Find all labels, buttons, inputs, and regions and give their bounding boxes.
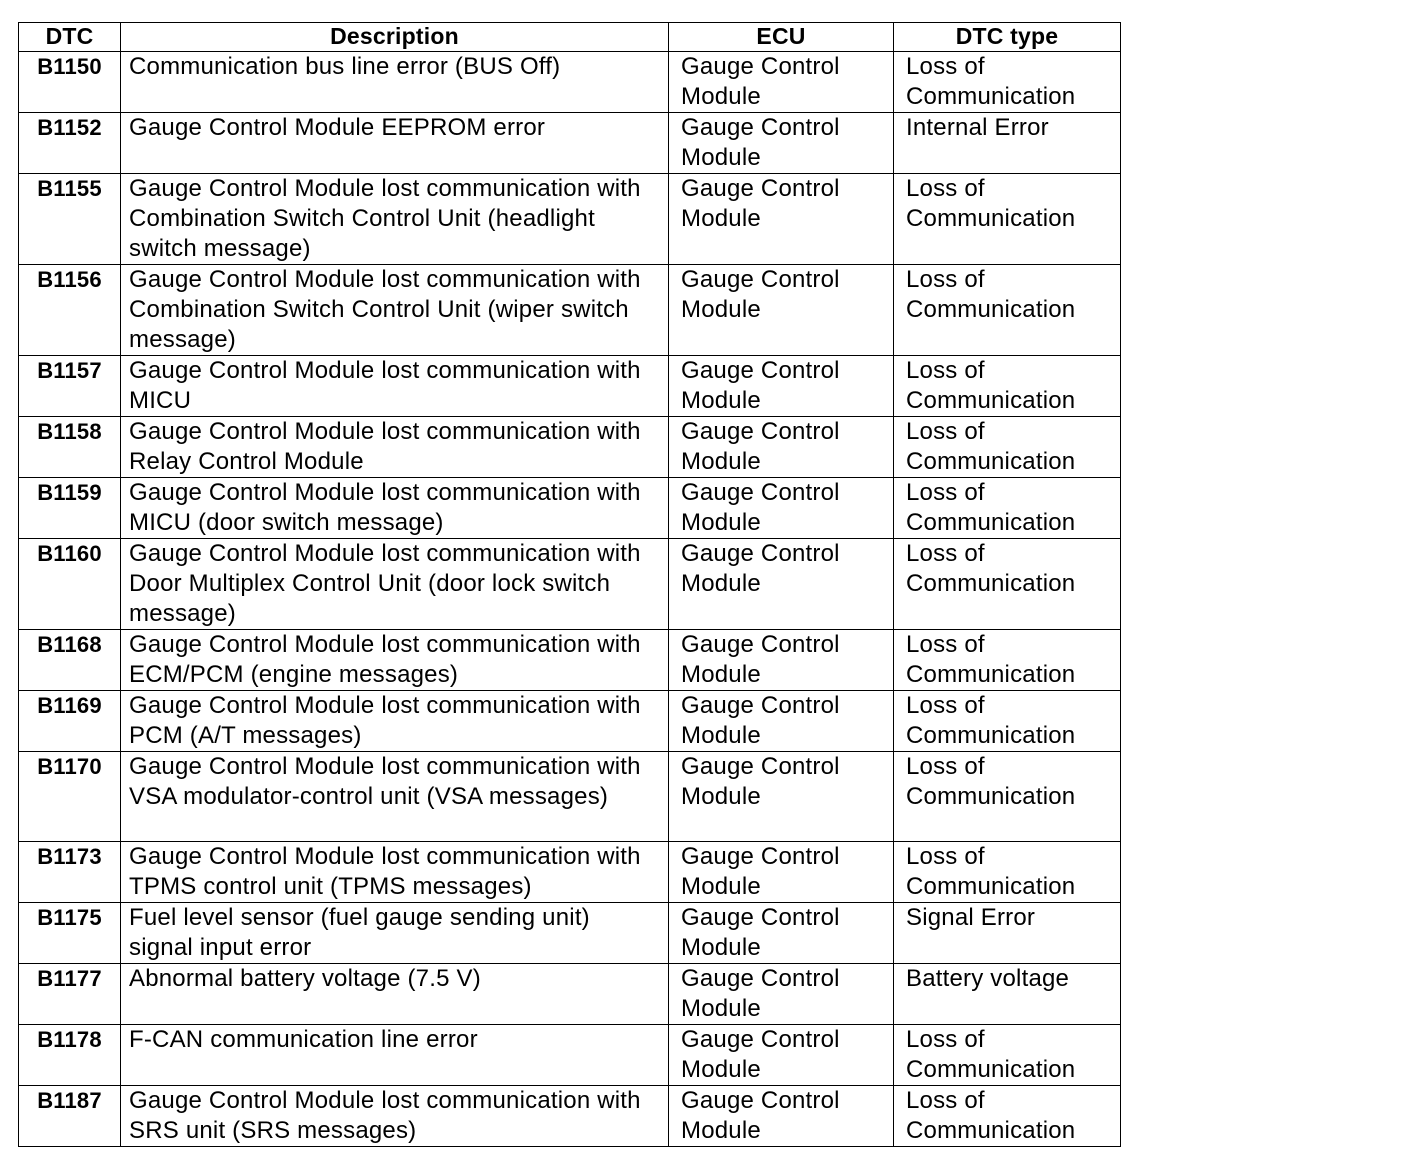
dtc-description: Gauge Control Module lost communication with PCM (A/T messages) — [121, 691, 669, 752]
dtc-ecu: Gauge Control Module — [669, 539, 894, 630]
dtc-description: Gauge Control Module lost communication with MICU — [121, 356, 669, 417]
dtc-type: Battery voltage — [894, 964, 1121, 1025]
table-row — [19, 903, 1121, 964]
dtc-type: Loss of Communication — [894, 52, 1121, 113]
header-ecu: ECU — [669, 23, 894, 52]
dtc-type: Loss of Communication — [894, 417, 1121, 478]
dtc-type: Loss of Communication — [894, 174, 1121, 265]
table-row — [19, 842, 1121, 903]
dtc-code: B1158 — [19, 417, 121, 478]
header-dtc: DTC — [19, 23, 121, 52]
table-row — [19, 752, 1121, 842]
dtc-ecu: Gauge Control Module — [669, 903, 894, 964]
dtc-type: Loss of Communication — [894, 356, 1121, 417]
dtc-code: B1175 — [19, 903, 121, 964]
dtc-ecu: Gauge Control Module — [669, 113, 894, 174]
table-row — [19, 417, 1121, 478]
dtc-description: Gauge Control Module lost communication with VSA modulator-control unit (VSA messages) — [121, 752, 669, 842]
table-row — [19, 478, 1121, 539]
dtc-ecu: Gauge Control Module — [669, 265, 894, 356]
dtc-code: B1177 — [19, 964, 121, 1025]
dtc-code: B1168 — [19, 630, 121, 691]
dtc-ecu: Gauge Control Module — [669, 174, 894, 265]
dtc-code: B1155 — [19, 174, 121, 265]
dtc-type: Loss of Communication — [894, 1025, 1121, 1086]
table-row — [19, 1025, 1121, 1086]
dtc-ecu: Gauge Control Module — [669, 1025, 894, 1086]
dtc-ecu: Gauge Control Module — [669, 478, 894, 539]
dtc-ecu: Gauge Control Module — [669, 417, 894, 478]
dtc-ecu: Gauge Control Module — [669, 691, 894, 752]
dtc-ecu: Gauge Control Module — [669, 630, 894, 691]
dtc-table — [18, 22, 1121, 1147]
dtc-type: Loss of Communication — [894, 265, 1121, 356]
dtc-code: B1170 — [19, 752, 121, 842]
dtc-code: B1187 — [19, 1086, 121, 1147]
dtc-code: B1150 — [19, 52, 121, 113]
table-row — [19, 630, 1121, 691]
dtc-code: B1157 — [19, 356, 121, 417]
dtc-description: Fuel level sensor (fuel gauge sending unit) signal input error — [121, 903, 669, 964]
dtc-description: Gauge Control Module lost communication with SRS unit (SRS messages) — [121, 1086, 669, 1147]
dtc-type: Signal Error — [894, 903, 1121, 964]
dtc-description: Abnormal battery voltage (7.5 V) — [121, 964, 669, 1025]
header-row — [19, 23, 1121, 52]
table-row — [19, 539, 1121, 630]
dtc-type: Loss of Communication — [894, 752, 1121, 842]
dtc-description: Gauge Control Module EEPROM error — [121, 113, 669, 174]
table-row — [19, 52, 1121, 113]
dtc-ecu: Gauge Control Module — [669, 752, 894, 842]
dtc-code: B1160 — [19, 539, 121, 630]
dtc-type: Loss of Communication — [894, 478, 1121, 539]
dtc-type: Loss of Communication — [894, 539, 1121, 630]
dtc-code: B1178 — [19, 1025, 121, 1086]
dtc-type: Loss of Communication — [894, 691, 1121, 752]
dtc-type: Internal Error — [894, 113, 1121, 174]
dtc-ecu: Gauge Control Module — [669, 52, 894, 113]
dtc-table-container — [18, 22, 1120, 1144]
dtc-type: Loss of Communication — [894, 630, 1121, 691]
dtc-code: B1159 — [19, 478, 121, 539]
dtc-ecu: Gauge Control Module — [669, 356, 894, 417]
dtc-description: F-CAN communication line error — [121, 1025, 669, 1086]
dtc-code: B1156 — [19, 265, 121, 356]
dtc-code: B1169 — [19, 691, 121, 752]
table-row — [19, 265, 1121, 356]
table-row — [19, 1086, 1121, 1147]
header-dtc-type: DTC type — [894, 23, 1121, 52]
table-row — [19, 174, 1121, 265]
table-row — [19, 964, 1121, 1025]
dtc-type: Loss of Communication — [894, 1086, 1121, 1147]
table-row — [19, 691, 1121, 752]
dtc-description: Gauge Control Module lost communication with TPMS control unit (TPMS messages) — [121, 842, 669, 903]
dtc-ecu: Gauge Control Module — [669, 964, 894, 1025]
dtc-description: Gauge Control Module lost communication with Combination Switch Control Unit (headlight switch message) — [121, 174, 669, 265]
dtc-description: Gauge Control Module lost communication with MICU (door switch message) — [121, 478, 669, 539]
table-row — [19, 113, 1121, 174]
dtc-description: Gauge Control Module lost communication with Combination Switch Control Unit (wiper switch message) — [121, 265, 669, 356]
table-row — [19, 356, 1121, 417]
dtc-description: Gauge Control Module lost communication with Relay Control Module — [121, 417, 669, 478]
header-description: Description — [121, 23, 669, 52]
dtc-type: Loss of Communication — [894, 842, 1121, 903]
dtc-description: Communication bus line error (BUS Off) — [121, 52, 669, 113]
dtc-ecu: Gauge Control Module — [669, 1086, 894, 1147]
dtc-ecu: Gauge Control Module — [669, 842, 894, 903]
dtc-code: B1152 — [19, 113, 121, 174]
dtc-description: Gauge Control Module lost communication with ECM/PCM (engine messages) — [121, 630, 669, 691]
dtc-description: Gauge Control Module lost communication with Door Multiplex Control Unit (door lock switch message) — [121, 539, 669, 630]
dtc-code: B1173 — [19, 842, 121, 903]
